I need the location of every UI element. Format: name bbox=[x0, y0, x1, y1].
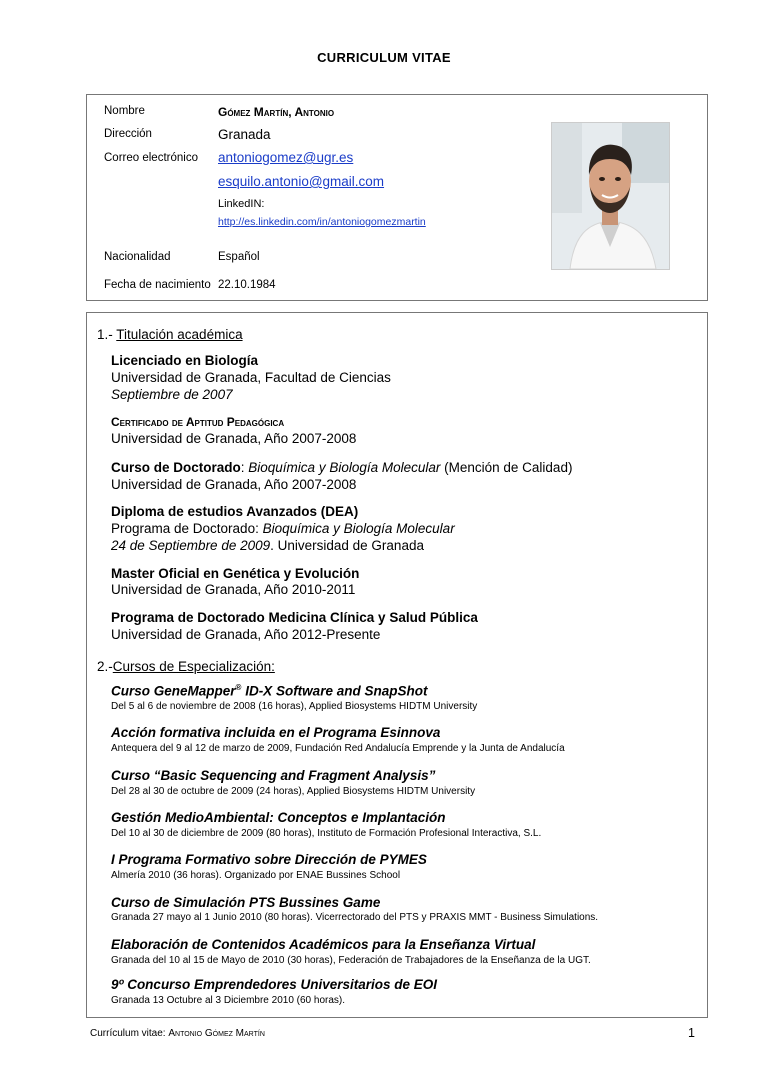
page-number: 1 bbox=[688, 1026, 695, 1040]
course-6-detail: Granada 27 mayo al 1 Junio 2010 (80 horas). Vicerrectorado del PTS y PRAXIS MMT - Business Simulations. bbox=[111, 912, 599, 923]
edu-3-sep: : bbox=[240, 460, 249, 475]
course-5-title: I Programa Formativo sobre Dirección de PYMES bbox=[111, 852, 427, 867]
content-box bbox=[86, 312, 708, 1018]
section-2-title: Cursos de Especialización: bbox=[112, 659, 275, 674]
course-7-title: Elaboración de Contenidos Académicos para la Enseñanza Virtual bbox=[111, 937, 536, 952]
email-link-1[interactable]: antoniogomez@ugr.es bbox=[218, 150, 354, 165]
edu-3-title-italic: Bioquímica y Biología Molecular bbox=[248, 460, 441, 475]
name-value: Gómez Martín, Antonio bbox=[218, 105, 335, 119]
course-8-detail: Granada 13 Octubre al 3 Diciembre 2010 (60 horas). bbox=[111, 995, 346, 1006]
birth-label: Fecha de nacimiento bbox=[104, 279, 211, 291]
linkedin-link[interactable]: http://es.linkedin.com/in/antoniogomezmartin bbox=[218, 216, 426, 228]
edu-2-line2: Universidad de Granada, Año 2007-2008 bbox=[111, 431, 357, 446]
section-2-heading bbox=[97, 659, 275, 674]
edu-5-title bbox=[111, 566, 359, 581]
registered-mark: ® bbox=[235, 683, 242, 692]
edu-6-title: Programa de Doctorado Medicina Clínica y Salud Pública bbox=[111, 610, 478, 625]
edu-4-line3-rest: . Universidad de Granada bbox=[270, 538, 424, 553]
course-4-title: Gestión MedioAmbiental: Conceptos e Implantación bbox=[111, 810, 446, 825]
course-1-title-b: ID-X Software and SnapShot bbox=[241, 683, 428, 699]
email-link-2[interactable]: esquilo.antonio@gmail.com bbox=[218, 174, 385, 189]
address-label: Dirección bbox=[104, 128, 152, 140]
edu-4-line2-plain: Programa de Doctorado: bbox=[111, 521, 263, 536]
edu-4-line3 bbox=[111, 538, 424, 553]
edu-4-line3-italic: 24 de Septiembre de 2009 bbox=[111, 538, 271, 553]
profile-photo bbox=[551, 122, 670, 270]
edu-3-title-bold: Curso de Doctorado bbox=[111, 460, 241, 475]
linkedin-label: LinkedIN: bbox=[218, 198, 265, 210]
document-title: CURRICULUM VITAE bbox=[317, 50, 451, 65]
course-2-title: Acción formativa incluida en el Programa Esinnova bbox=[111, 725, 441, 740]
email-label: Correo electrónico bbox=[104, 152, 198, 164]
name-label: Nombre bbox=[104, 105, 145, 117]
course-3-detail: Del 28 al 30 de octubre de 2009 (24 horas), Applied Biosystems HIDTM University bbox=[111, 786, 476, 797]
course-8-title: 9º Concurso Emprendedores Universitarios de EOI bbox=[111, 977, 438, 992]
edu-4-title: Diploma de estudios Avanzados (DEA) bbox=[111, 504, 359, 519]
edu-3-title-rest: (Mención de Calidad) bbox=[440, 460, 573, 475]
edu-5-line2: Universidad de Granada, Año 2010-2011 bbox=[111, 582, 356, 597]
section-2-number: 2.- bbox=[97, 659, 113, 674]
course-1-detail: Del 5 al 6 de noviembre de 2008 (16 horas), Applied Biosystems HIDTM University bbox=[111, 701, 478, 712]
edu-3-title bbox=[111, 460, 572, 475]
edu-1-line2: Universidad de Granada, Facultad de Ciencias bbox=[111, 370, 391, 385]
personal-info-box bbox=[86, 94, 708, 301]
course-7-detail: Granada del 10 al 15 de Mayo de 2010 (30 horas), Federación de Trabajadores de la Enseñanza de la UGT. bbox=[111, 955, 591, 966]
footer-text bbox=[90, 1028, 265, 1039]
edu-4-line2 bbox=[111, 521, 455, 536]
edu-5-title-bold2: Genética y Evolución bbox=[222, 566, 360, 581]
nationality-value: Español bbox=[218, 251, 260, 263]
course-1-title bbox=[111, 683, 427, 699]
section-1-number: 1.- bbox=[97, 327, 117, 342]
address-value: Granada bbox=[218, 127, 271, 142]
edu-5-title-mid: en bbox=[199, 566, 223, 581]
edu-5-title-bold1: Master Oficial bbox=[111, 566, 200, 581]
course-4-detail: Del 10 al 30 de diciembre de 2009 (80 horas), Instituto de Formación Profesional Interactiva, S.L. bbox=[111, 828, 542, 839]
section-1-heading bbox=[97, 327, 243, 342]
edu-3-line2: Universidad de Granada, Año 2007-2008 bbox=[111, 477, 357, 492]
footer-name: Antonio Gómez Martín bbox=[168, 1028, 265, 1039]
edu-1-line3: Septiembre de 2007 bbox=[111, 387, 233, 402]
course-6-title: Curso de Simulación PTS Bussines Game bbox=[111, 895, 381, 910]
section-1-title: Titulación académica bbox=[116, 327, 243, 342]
course-3-title: Curso “Basic Sequencing and Fragment Analysis” bbox=[111, 768, 436, 783]
nationality-label: Nacionalidad bbox=[104, 251, 171, 263]
edu-4-line2-italic: Bioquímica y Biología Molecular bbox=[262, 521, 455, 536]
edu-1-title: Licenciado en Biología bbox=[111, 353, 259, 368]
birth-value: 22.10.1984 bbox=[218, 279, 276, 291]
edu-2-title: Certificado de Aptitud Pedagógica bbox=[111, 415, 285, 429]
course-2-detail: Antequera del 9 al 12 de marzo de 2009, Fundación Red Andalucía Emprende y la Junta de Andalucía bbox=[111, 743, 565, 754]
footer-prefix: Currículum vitae: bbox=[90, 1028, 169, 1039]
course-5-detail: Almería 2010 (36 horas). Organizado por ENAE Bussines School bbox=[111, 870, 401, 881]
course-1-title-a: Curso GeneMapper bbox=[111, 683, 236, 699]
edu-6-line2: Universidad de Granada, Año 2012-Presente bbox=[111, 627, 381, 642]
